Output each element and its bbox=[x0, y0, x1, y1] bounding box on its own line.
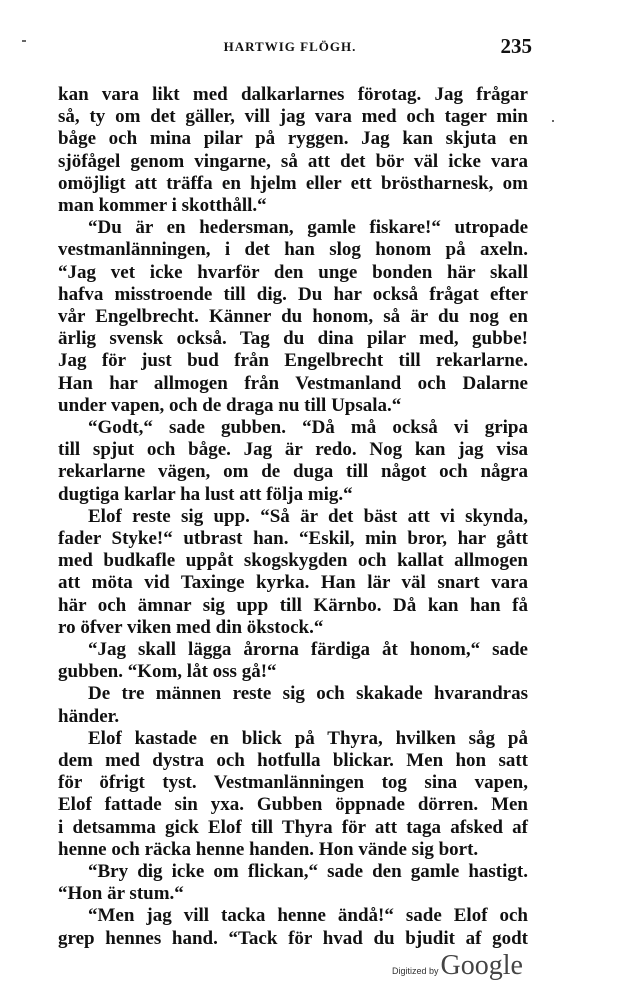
text-line: ärlig svensk också. Tag du dina pilar med, gubbe! bbox=[58, 328, 528, 350]
text-line: Elof kastade en blick på Thyra, hvilken såg på bbox=[88, 727, 528, 749]
text-line: under vapen, och de draga nu till Upsala.“ bbox=[58, 394, 402, 416]
watermark-brand: Google bbox=[440, 950, 523, 981]
text-line: “Jag skall lägga årorna färdiga åt honom,“ sade bbox=[88, 639, 528, 660]
text-line: ro öfver viken med din ökstock.“ bbox=[58, 616, 324, 638]
text-line: De tre männen reste sig och skakade hvarandras bbox=[88, 683, 528, 705]
text-line: “Jag vet icke hvarför den unge bonden här skall bbox=[58, 261, 528, 283]
text-line: dugtiga karlar ha lust att följa mig.“ bbox=[58, 483, 353, 505]
text-line: för öfrigt tyst. Vestmanlänningen tog sina vapen, bbox=[58, 772, 528, 794]
text-line: man kommer i skotthåll.“ bbox=[58, 195, 267, 216]
text-line: vestmanlänningen, i det han slog honom på axeln. bbox=[58, 239, 528, 261]
text-line: grep hennes hand. “Tack för hvad du bjudit af godt bbox=[58, 927, 528, 949]
watermark-prefix: Digitized by bbox=[392, 966, 439, 976]
text-line: så, ty om det gäller, vill jag vara med och tager min bbox=[58, 106, 528, 128]
scan-speck bbox=[552, 120, 554, 122]
digitized-by-google-watermark bbox=[392, 950, 523, 982]
text-line: henne och räcka henne handen. Hon vände sig bort. bbox=[58, 838, 479, 860]
text-line: Jag för just bud från Engelbrecht till rekarlarne. bbox=[58, 350, 528, 372]
text-line: här och ämnar sig upp till Kärnbo. Då kan han få bbox=[58, 594, 528, 616]
running-title: HARTWIG FLÖGH. bbox=[223, 39, 357, 54]
text-line: Elof reste sig upp. “Så är det bäst att vi skynda, bbox=[88, 505, 528, 527]
text-line: Elof fattade sin yxa. Gubben öppnade dörren. Men bbox=[58, 794, 528, 816]
text-line: fader Styke!“ utbrast han. “Eskil, min bror, har gått bbox=[58, 528, 528, 549]
text-line: “Du är en hedersman, gamle fiskare!“ utropade bbox=[88, 217, 528, 239]
page-number: 235 bbox=[500, 34, 532, 58]
text-line: Han har allmogen från Vestmanland och Dalarne bbox=[58, 372, 528, 394]
text-line: i detsamma gick Elof till Thyra för att taga afsked af bbox=[58, 816, 528, 838]
text-line: sjöfågel genom vingarne, så att det bör väl icke vara bbox=[58, 150, 528, 172]
text-line: att möta vid Taxinge kyrka. Han lär väl snart vara bbox=[58, 572, 528, 594]
text-line: dem med dystra och hotfulla blickar. Men hon satt bbox=[58, 750, 528, 771]
text-line: rekarlarne vägen, om de duga till något och några bbox=[58, 461, 528, 483]
text-line: kan vara likt med dalkarlarnes förotag. Jag frågar bbox=[58, 84, 528, 105]
text-line: hafva misstroende till dig. Du har också frågat efter bbox=[58, 283, 528, 305]
text-line: “Bry dig icke om flickan,“ sade den gamle hastigt. bbox=[88, 861, 528, 882]
text-line: med budkafle uppåt skogskygden och kallat allmogen bbox=[58, 550, 528, 572]
text-line: “Hon är stum.“ bbox=[58, 883, 184, 905]
text-line: vår Engelbrecht. Känner du honom, så är du nog en bbox=[58, 306, 528, 327]
scan-speck bbox=[22, 40, 26, 42]
text-line: gubben. “Kom, låt oss gå!“ bbox=[58, 661, 277, 683]
text-line: till spjut och båge. Jag är redo. Nog kan jag visa bbox=[58, 439, 528, 461]
text-line: omöjligt att träffa en hjelm eller ett bröstharnesk, om bbox=[58, 172, 528, 194]
text-line: “Godt,“ sade gubben. “Då må också vi gripa bbox=[88, 417, 528, 438]
text-line: båge och mina pilar på ryggen. Jag kan skjuta en bbox=[58, 128, 528, 150]
text-line: händer. bbox=[58, 705, 120, 727]
text-line: “Men jag vill tacka henne ändå!“ sade Elof och bbox=[88, 905, 528, 927]
